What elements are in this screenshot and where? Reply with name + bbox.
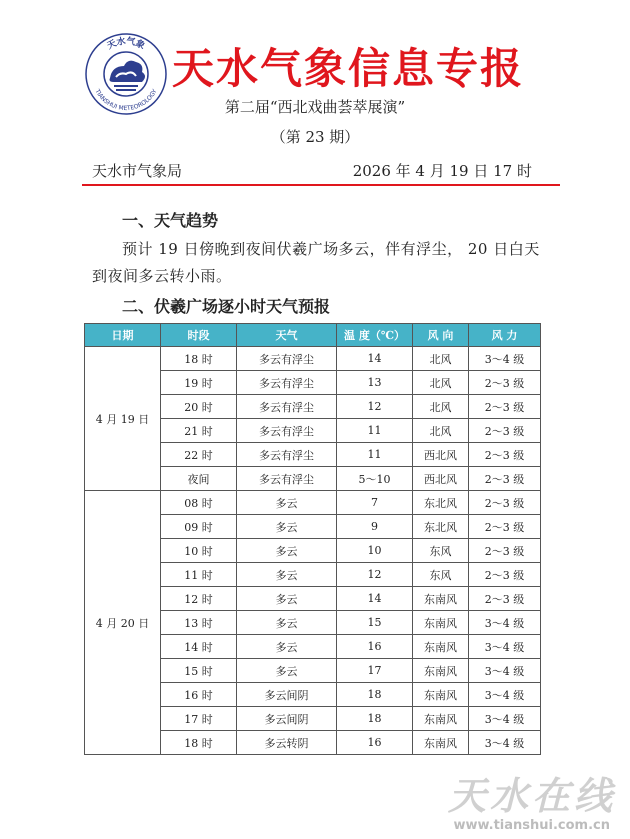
wind-force-cell: 3～4 级 bbox=[469, 635, 541, 659]
temperature-cell: 9 bbox=[337, 515, 413, 539]
weather-cell: 多云 bbox=[237, 659, 337, 683]
temperature-cell: 5～10 bbox=[337, 467, 413, 491]
temperature-cell: 11 bbox=[337, 443, 413, 467]
weather-cell: 多云 bbox=[237, 587, 337, 611]
wind-direction-cell: 北风 bbox=[413, 371, 469, 395]
time-cell: 11 时 bbox=[161, 563, 237, 587]
weather-cell: 多云 bbox=[237, 635, 337, 659]
time-cell: 22 时 bbox=[161, 443, 237, 467]
temperature-cell: 18 bbox=[337, 683, 413, 707]
wind-direction-cell: 东北风 bbox=[413, 515, 469, 539]
column-header: 日期 bbox=[85, 324, 161, 347]
temperature-cell: 7 bbox=[337, 491, 413, 515]
wind-direction-cell: 东北风 bbox=[413, 491, 469, 515]
column-header: 风 力 bbox=[469, 324, 541, 347]
column-header: 时段 bbox=[161, 324, 237, 347]
weather-cell: 多云间阴 bbox=[237, 683, 337, 707]
table-row bbox=[85, 491, 541, 515]
header-divider bbox=[82, 184, 560, 186]
time-cell: 12 时 bbox=[161, 587, 237, 611]
time-cell: 13 时 bbox=[161, 611, 237, 635]
section-heading-hourly-forecast: 二、伏羲广场逐小时天气预报 bbox=[122, 297, 331, 316]
weather-cell: 多云 bbox=[237, 491, 337, 515]
weather-cell: 多云转阴 bbox=[237, 731, 337, 755]
watermark-logo-text: 天水在线 bbox=[447, 774, 616, 818]
time-cell: 18 时 bbox=[161, 731, 237, 755]
time-cell: 21 时 bbox=[161, 419, 237, 443]
wind-direction-cell: 北风 bbox=[413, 347, 469, 371]
time-cell: 17 时 bbox=[161, 707, 237, 731]
wind-force-cell: 3～4 级 bbox=[469, 683, 541, 707]
wind-force-cell: 2～3 级 bbox=[469, 563, 541, 587]
wind-force-cell: 2～3 级 bbox=[469, 467, 541, 491]
temperature-cell: 16 bbox=[337, 635, 413, 659]
table-header-row bbox=[85, 324, 541, 347]
weather-cell: 多云有浮尘 bbox=[237, 467, 337, 491]
wind-force-cell: 2～3 级 bbox=[469, 515, 541, 539]
column-header: 天气 bbox=[237, 324, 337, 347]
wind-direction-cell: 东南风 bbox=[413, 611, 469, 635]
weather-cell: 多云 bbox=[237, 515, 337, 539]
weather-cell: 多云 bbox=[237, 611, 337, 635]
hourly-forecast-table bbox=[84, 323, 541, 755]
weather-cell: 多云有浮尘 bbox=[237, 371, 337, 395]
weather-cell: 多云 bbox=[237, 563, 337, 587]
wind-force-cell: 3～4 级 bbox=[469, 659, 541, 683]
column-header: 温 度（℃） bbox=[337, 324, 413, 347]
issue-number: （第 23 期） bbox=[270, 128, 360, 146]
section-heading-weather-trend: 一、天气趋势 bbox=[122, 211, 219, 230]
wind-force-cell: 2～3 级 bbox=[469, 443, 541, 467]
wind-direction-cell: 东南风 bbox=[413, 635, 469, 659]
watermark bbox=[416, 765, 616, 835]
wind-direction-cell: 东南风 bbox=[413, 731, 469, 755]
temperature-cell: 14 bbox=[337, 347, 413, 371]
issue-datetime: 2026 年 4 月 19 日 17 时 bbox=[352, 162, 532, 180]
issuing-org: 天水市气象局 bbox=[92, 162, 183, 180]
date-cell: 4 月 19 日 bbox=[85, 347, 161, 491]
wind-direction-cell: 西北风 bbox=[413, 443, 469, 467]
wind-force-cell: 2～3 级 bbox=[469, 587, 541, 611]
column-header: 风 向 bbox=[413, 324, 469, 347]
watermark-url: www.tianshui.com.cn bbox=[453, 818, 610, 833]
wind-force-cell: 3～4 级 bbox=[469, 347, 541, 371]
weather-cell: 多云有浮尘 bbox=[237, 347, 337, 371]
wind-force-cell: 2～3 级 bbox=[469, 371, 541, 395]
temperature-cell: 10 bbox=[337, 539, 413, 563]
wind-force-cell: 2～3 级 bbox=[469, 419, 541, 443]
svg-text:天水气象: 天水气象 bbox=[105, 36, 147, 52]
wind-force-cell: 2～3 级 bbox=[469, 395, 541, 419]
wind-direction-cell: 东风 bbox=[413, 539, 469, 563]
time-cell: 10 时 bbox=[161, 539, 237, 563]
temperature-cell: 14 bbox=[337, 587, 413, 611]
wind-direction-cell: 东南风 bbox=[413, 659, 469, 683]
report-header bbox=[0, 0, 630, 190]
temperature-cell: 15 bbox=[337, 611, 413, 635]
wind-force-cell: 3～4 级 bbox=[469, 611, 541, 635]
temperature-cell: 17 bbox=[337, 659, 413, 683]
wind-direction-cell: 北风 bbox=[413, 419, 469, 443]
time-cell: 夜间 bbox=[161, 467, 237, 491]
time-cell: 18 时 bbox=[161, 347, 237, 371]
wind-direction-cell: 东南风 bbox=[413, 587, 469, 611]
temperature-cell: 12 bbox=[337, 395, 413, 419]
time-cell: 20 时 bbox=[161, 395, 237, 419]
time-cell: 19 时 bbox=[161, 371, 237, 395]
time-cell: 14 时 bbox=[161, 635, 237, 659]
weather-cell: 多云有浮尘 bbox=[237, 443, 337, 467]
wind-direction-cell: 北风 bbox=[413, 395, 469, 419]
temperature-cell: 11 bbox=[337, 419, 413, 443]
wind-direction-cell: 东南风 bbox=[413, 683, 469, 707]
temperature-cell: 16 bbox=[337, 731, 413, 755]
temperature-cell: 12 bbox=[337, 563, 413, 587]
weather-cell: 多云间阴 bbox=[237, 707, 337, 731]
date-cell: 4 月 20 日 bbox=[85, 491, 161, 755]
wind-force-cell: 2～3 级 bbox=[469, 491, 541, 515]
wind-direction-cell: 西北风 bbox=[413, 467, 469, 491]
svg-text:TIANSHUI METEOROLOGY: TIANSHUI METEOROLOGY bbox=[93, 88, 159, 113]
temperature-cell: 13 bbox=[337, 371, 413, 395]
weather-cell: 多云有浮尘 bbox=[237, 395, 337, 419]
time-cell: 16 时 bbox=[161, 683, 237, 707]
time-cell: 09 时 bbox=[161, 515, 237, 539]
time-cell: 15 时 bbox=[161, 659, 237, 683]
report-subtitle: 第二届“西北戏曲荟萃展演” bbox=[224, 98, 406, 116]
temperature-cell: 18 bbox=[337, 707, 413, 731]
weather-cell: 多云有浮尘 bbox=[237, 419, 337, 443]
report-title: 天水气象信息专报 bbox=[172, 44, 525, 93]
wind-direction-cell: 东风 bbox=[413, 563, 469, 587]
weather-trend-text: 预计 19 日傍晚到夜间伏羲广场多云，伴有浮尘， 20 日白天到夜间多云转小雨。 bbox=[92, 240, 540, 285]
table-row bbox=[85, 347, 541, 371]
wind-force-cell: 3～4 级 bbox=[469, 707, 541, 731]
time-cell: 08 时 bbox=[161, 491, 237, 515]
wind-force-cell: 2～3 级 bbox=[469, 539, 541, 563]
wind-force-cell: 3～4 级 bbox=[469, 731, 541, 755]
wind-direction-cell: 东南风 bbox=[413, 707, 469, 731]
weather-cell: 多云 bbox=[237, 539, 337, 563]
